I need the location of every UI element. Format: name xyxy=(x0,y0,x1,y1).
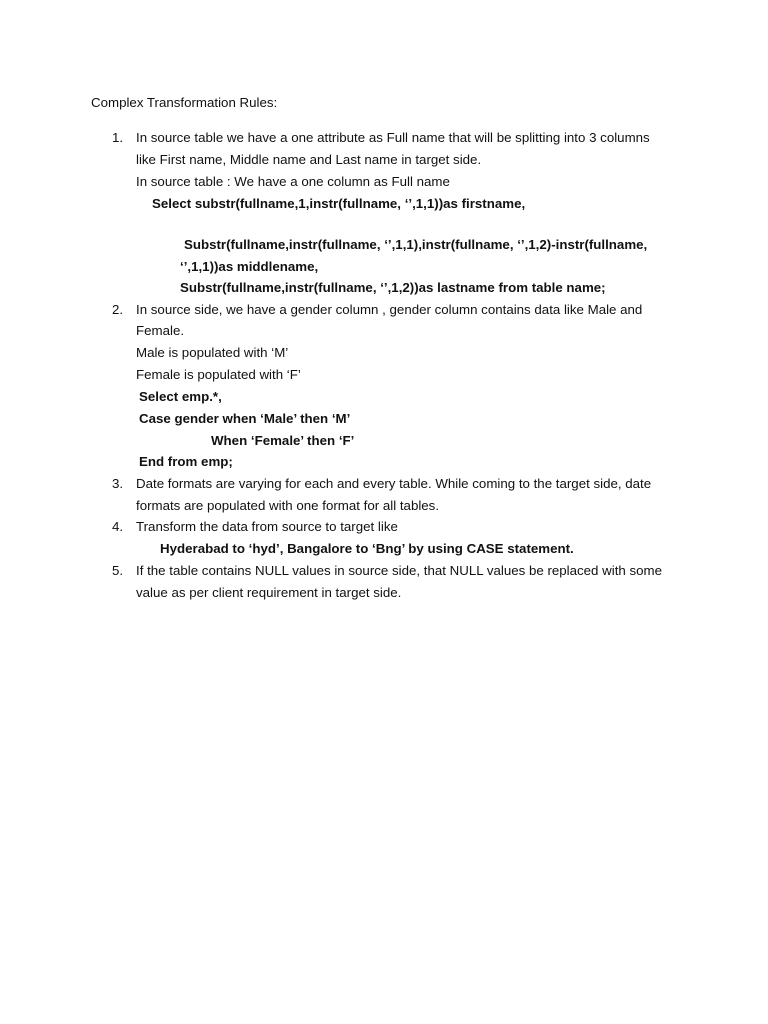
list-item-number: 5. xyxy=(112,563,124,578)
list-item-number: 4. xyxy=(112,519,124,534)
list-item-text: Male is populated with ‘M’ xyxy=(136,345,289,360)
code-line: Hyderabad to ‘hyd’, Bangalore to ‘Bng’ by using CASE statement. xyxy=(160,541,574,556)
list-item-text: formats are populated with one format for all tables. xyxy=(136,498,440,513)
list-item-text: In source table we have a one attribute as Full name that will be splitting into 3 columns xyxy=(136,130,650,145)
list-item-text: like First name, Middle name and Last name in target side. xyxy=(136,152,482,167)
code-line: Substr(fullname,instr(fullname, ‘’,1,2))as lastname from table name; xyxy=(180,280,606,295)
list-item-text: Date formats are varying for each and every table. While coming to the target side, date xyxy=(136,476,652,491)
code-line: When ‘Female’ then ‘F’ xyxy=(211,433,355,448)
list-item-text: Transform the data from source to target like xyxy=(136,519,398,534)
list-item-text: Female. xyxy=(136,323,185,338)
list-item-number: 1. xyxy=(112,130,124,145)
code-line: Select substr(fullname,1,instr(fullname, ‘’,1,1))as firstname, xyxy=(152,196,526,211)
code-line: End from emp; xyxy=(139,454,233,469)
list-item-number: 2. xyxy=(112,302,124,317)
list-item-number: 3. xyxy=(112,476,124,491)
list-item-text: In source table : We have a one column as Full name xyxy=(136,174,450,189)
list-item-text: In source side, we have a gender column , gender column contains data like Male and xyxy=(136,302,643,317)
code-line: Case gender when ‘Male’ then ‘M’ xyxy=(139,411,351,426)
page-title: Complex Transformation Rules: xyxy=(91,95,278,110)
list-item-text: value as per client requirement in target side. xyxy=(136,585,402,600)
list-item-text: If the table contains NULL values in source side, that NULL values be replaced with some xyxy=(136,563,663,578)
code-line: ‘’,1,1))as middlename, xyxy=(180,259,319,274)
code-line: Select emp.*, xyxy=(139,389,222,404)
list-item-text: Female is populated with ‘F’ xyxy=(136,367,301,382)
code-line: Substr(fullname,instr(fullname, ‘’,1,1),instr(fullname, ‘’,1,2)-instr(fullname, xyxy=(184,237,648,252)
